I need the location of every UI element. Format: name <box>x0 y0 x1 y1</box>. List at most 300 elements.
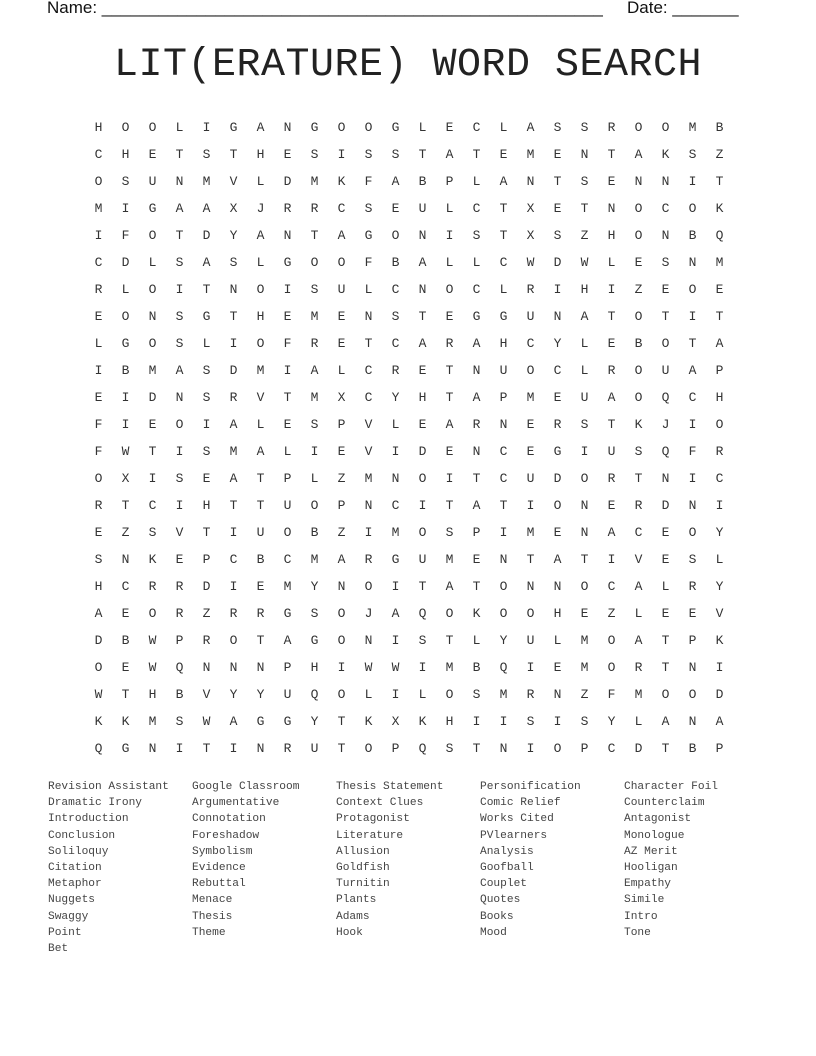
grid-cell: A <box>445 417 454 432</box>
grid-cell: O <box>337 120 346 135</box>
grid-cell: O <box>634 228 643 243</box>
grid-cell: F <box>283 336 292 351</box>
grid-cell: O <box>148 606 157 621</box>
grid-cell: S <box>580 120 589 135</box>
grid-cell: C <box>607 741 616 756</box>
grid-cell: E <box>391 201 400 216</box>
grid-cell: L <box>580 336 589 351</box>
grid-cell: N <box>364 498 373 513</box>
grid-cell: D <box>715 687 724 702</box>
grid-cell: G <box>121 741 130 756</box>
grid-cell: H <box>499 336 508 351</box>
grid-cell: V <box>202 687 211 702</box>
grid-cell: S <box>175 309 184 324</box>
grid-cell: N <box>364 633 373 648</box>
grid-cell: C <box>553 363 562 378</box>
grid-cell: N <box>526 174 535 189</box>
grid-cell: D <box>94 633 103 648</box>
grid-cell: U <box>580 390 589 405</box>
word-list-item: Monologue <box>624 829 685 842</box>
word-list-item: Allusion <box>336 845 390 858</box>
grid-cell: M <box>283 579 292 594</box>
grid-cell: F <box>121 228 130 243</box>
grid-cell: C <box>472 201 481 216</box>
grid-cell: X <box>337 390 346 405</box>
grid-cell: O <box>634 120 643 135</box>
grid-cell: Q <box>661 390 670 405</box>
grid-cell: O <box>661 336 670 351</box>
grid-cell: S <box>526 714 535 729</box>
grid-cell: M <box>580 633 589 648</box>
word-list-item: Rebuttal <box>192 878 246 891</box>
grid-cell: O <box>634 390 643 405</box>
grid-cell: M <box>634 687 643 702</box>
grid-cell: I <box>121 201 130 216</box>
grid-cell: Y <box>607 714 616 729</box>
grid-cell: G <box>283 255 292 270</box>
grid-cell: L <box>418 687 427 702</box>
word-list-item: Turnitin <box>336 878 390 891</box>
grid-cell: R <box>283 201 292 216</box>
grid-cell: Y <box>499 633 508 648</box>
grid-cell: I <box>445 228 454 243</box>
word-list-item: Nuggets <box>48 894 95 907</box>
grid-cell: P <box>175 633 184 648</box>
grid-cell: O <box>580 579 589 594</box>
grid-cell: T <box>202 525 211 540</box>
grid-cell: T <box>256 498 265 513</box>
grid-cell: N <box>472 444 481 459</box>
grid-cell: S <box>688 552 697 567</box>
grid-cell: V <box>364 444 373 459</box>
grid-cell: T <box>607 147 616 162</box>
grid-cell: O <box>661 687 670 702</box>
grid-cell: S <box>310 417 319 432</box>
grid-cell: C <box>526 336 535 351</box>
grid-cell: R <box>310 336 319 351</box>
grid-cell: L <box>472 633 481 648</box>
grid-cell: T <box>256 633 265 648</box>
grid-cell: I <box>175 741 184 756</box>
grid-cell: M <box>526 147 535 162</box>
grid-cell: S <box>202 363 211 378</box>
grid-cell: H <box>607 228 616 243</box>
word-list-item: Bet <box>48 942 69 955</box>
grid-cell: D <box>634 741 643 756</box>
grid-cell: T <box>688 336 697 351</box>
grid-cell: T <box>418 309 427 324</box>
grid-cell: E <box>526 417 535 432</box>
grid-cell: T <box>499 201 508 216</box>
grid-cell: N <box>553 309 562 324</box>
grid-cell: N <box>688 714 697 729</box>
grid-cell: I <box>283 282 292 297</box>
word-list-item: Adams <box>336 910 370 923</box>
grid-cell: E <box>553 525 562 540</box>
grid-cell: O <box>229 633 238 648</box>
grid-cell: I <box>202 120 211 135</box>
grid-cell: A <box>472 498 481 513</box>
grid-cell: A <box>391 174 400 189</box>
grid-cell: A <box>472 390 481 405</box>
grid-cell: Y <box>310 714 319 729</box>
grid-cell: O <box>364 579 373 594</box>
grid-cell: N <box>418 282 427 297</box>
grid-cell: L <box>256 174 265 189</box>
grid-cell: W <box>148 633 157 648</box>
grid-cell: J <box>256 201 265 216</box>
grid-cell: E <box>634 255 643 270</box>
grid-cell: O <box>310 255 319 270</box>
grid-cell: G <box>499 309 508 324</box>
grid-cell: F <box>364 174 373 189</box>
grid-cell: W <box>526 255 535 270</box>
grid-cell: Y <box>553 336 562 351</box>
grid-cell: U <box>526 309 535 324</box>
grid-cell: A <box>229 471 238 486</box>
grid-cell: C <box>94 147 103 162</box>
grid-cell: E <box>148 147 157 162</box>
grid-cell: N <box>337 579 346 594</box>
grid-cell: M <box>499 687 508 702</box>
grid-cell: M <box>202 174 211 189</box>
grid-cell: G <box>202 309 211 324</box>
grid-cell: S <box>391 147 400 162</box>
grid-cell: S <box>310 606 319 621</box>
grid-cell: P <box>715 363 724 378</box>
grid-cell: S <box>175 471 184 486</box>
grid-cell: I <box>688 174 697 189</box>
word-list-item: Theme <box>192 926 226 939</box>
grid-cell: A <box>310 363 319 378</box>
grid-cell: L <box>148 255 157 270</box>
grid-cell: A <box>94 606 103 621</box>
grid-cell: S <box>364 147 373 162</box>
grid-cell: M <box>580 660 589 675</box>
grid-cell: M <box>310 309 319 324</box>
grid-cell: U <box>310 741 319 756</box>
grid-cell: H <box>445 714 454 729</box>
grid-cell: V <box>364 417 373 432</box>
grid-cell: E <box>715 282 724 297</box>
grid-cell: M <box>688 120 697 135</box>
grid-cell: U <box>418 201 427 216</box>
grid-cell: U <box>526 633 535 648</box>
grid-cell: E <box>526 444 535 459</box>
grid-cell: A <box>256 120 265 135</box>
grid-cell: T <box>175 228 184 243</box>
grid-cell: R <box>94 498 103 513</box>
grid-cell: W <box>580 255 589 270</box>
grid-cell: R <box>283 741 292 756</box>
grid-cell: U <box>607 444 616 459</box>
grid-cell: G <box>283 714 292 729</box>
grid-cell: L <box>580 363 589 378</box>
word-list-item: Intro <box>624 910 658 923</box>
grid-cell: O <box>337 606 346 621</box>
grid-cell: R <box>715 444 724 459</box>
grid-cell: E <box>580 606 589 621</box>
grid-cell: A <box>445 579 454 594</box>
grid-cell: O <box>94 174 103 189</box>
grid-cell: L <box>337 363 346 378</box>
grid-cell: O <box>634 309 643 324</box>
grid-cell: Y <box>310 579 319 594</box>
grid-cell: S <box>472 687 481 702</box>
grid-cell: I <box>580 444 589 459</box>
grid-cell: I <box>148 471 157 486</box>
grid-cell: O <box>364 120 373 135</box>
grid-cell: R <box>634 660 643 675</box>
grid-cell: B <box>472 660 481 675</box>
grid-cell: E <box>256 579 265 594</box>
grid-cell: K <box>634 417 643 432</box>
grid-cell: T <box>445 633 454 648</box>
grid-cell: R <box>526 687 535 702</box>
grid-cell: S <box>445 525 454 540</box>
grid-cell: U <box>256 525 265 540</box>
grid-cell: S <box>148 525 157 540</box>
grid-cell: C <box>472 282 481 297</box>
grid-cell: Y <box>229 687 238 702</box>
grid-cell: N <box>499 552 508 567</box>
grid-cell: U <box>337 282 346 297</box>
grid-cell: S <box>580 174 589 189</box>
grid-cell: I <box>229 525 238 540</box>
grid-cell: L <box>445 255 454 270</box>
grid-cell: C <box>499 255 508 270</box>
grid-cell: C <box>121 579 130 594</box>
grid-cell: R <box>553 417 562 432</box>
grid-cell: I <box>364 525 373 540</box>
grid-cell: T <box>202 741 211 756</box>
grid-cell: A <box>283 633 292 648</box>
grid-cell: O <box>634 363 643 378</box>
grid-cell: N <box>634 174 643 189</box>
word-list-item: Comic Relief <box>480 797 561 810</box>
grid-cell: T <box>661 660 670 675</box>
grid-cell: A <box>661 714 670 729</box>
word-list-item: Thesis <box>192 910 233 923</box>
grid-cell: D <box>553 471 562 486</box>
grid-cell: S <box>634 444 643 459</box>
grid-cell: A <box>418 336 427 351</box>
word-list-item: Tone <box>624 926 651 939</box>
grid-cell: B <box>256 552 265 567</box>
grid-cell: L <box>499 282 508 297</box>
date-field[interactable]: Date: _______ <box>627 0 739 17</box>
grid-cell: Z <box>607 606 616 621</box>
grid-cell: O <box>148 336 157 351</box>
grid-cell: Y <box>715 525 724 540</box>
grid-cell: R <box>148 579 157 594</box>
grid-cell: M <box>310 390 319 405</box>
word-list-item: Swaggy <box>48 910 89 923</box>
word-list-item: AZ Merit <box>624 845 678 858</box>
grid-cell: N <box>229 660 238 675</box>
grid-cell: E <box>445 444 454 459</box>
grid-cell: C <box>148 498 157 513</box>
grid-cell: O <box>445 687 454 702</box>
grid-cell: R <box>364 552 373 567</box>
grid-cell: T <box>229 498 238 513</box>
grid-cell: S <box>202 147 211 162</box>
grid-cell: L <box>310 471 319 486</box>
grid-cell: E <box>661 552 670 567</box>
grid-cell: S <box>364 201 373 216</box>
grid-cell: Y <box>256 687 265 702</box>
word-list-item: Argumentative <box>192 797 280 810</box>
grid-cell: W <box>391 660 400 675</box>
grid-cell: O <box>688 525 697 540</box>
grid-cell: I <box>526 660 535 675</box>
grid-cell: I <box>391 579 400 594</box>
grid-cell: M <box>148 363 157 378</box>
grid-cell: E <box>337 336 346 351</box>
grid-cell: Q <box>94 741 103 756</box>
grid-cell: P <box>445 174 454 189</box>
grid-cell: L <box>634 606 643 621</box>
grid-cell: G <box>472 309 481 324</box>
grid-cell: A <box>175 363 184 378</box>
grid-cell: T <box>472 147 481 162</box>
grid-cell: N <box>256 660 265 675</box>
grid-cell: I <box>175 282 184 297</box>
grid-cell: O <box>175 417 184 432</box>
grid-cell: T <box>229 309 238 324</box>
grid-cell: H <box>553 606 562 621</box>
grid-cell: E <box>175 552 184 567</box>
grid-cell: I <box>472 714 481 729</box>
grid-cell: A <box>634 633 643 648</box>
grid-cell: E <box>283 147 292 162</box>
word-list-item: Empathy <box>624 878 671 891</box>
grid-cell: P <box>337 498 346 513</box>
grid-cell: T <box>337 714 346 729</box>
grid-cell: C <box>391 498 400 513</box>
grid-cell: E <box>661 606 670 621</box>
word-list-item: Simile <box>624 894 665 907</box>
grid-cell: S <box>661 255 670 270</box>
grid-cell: Y <box>229 228 238 243</box>
grid-cell: I <box>229 741 238 756</box>
word-list-item: Protagonist <box>336 813 410 826</box>
grid-cell: N <box>688 255 697 270</box>
word-list-item: Soliloquy <box>48 845 109 858</box>
grid-cell: C <box>472 120 481 135</box>
grid-cell: L <box>472 255 481 270</box>
grid-cell: T <box>121 498 130 513</box>
grid-cell: O <box>607 633 616 648</box>
grid-cell: T <box>229 147 238 162</box>
grid-cell: E <box>445 120 454 135</box>
grid-cell: O <box>337 633 346 648</box>
grid-cell: O <box>148 228 157 243</box>
grid-cell: T <box>472 741 481 756</box>
grid-cell: C <box>499 444 508 459</box>
grid-cell: I <box>94 228 103 243</box>
grid-cell: E <box>94 390 103 405</box>
grid-cell: A <box>526 120 535 135</box>
grid-cell: O <box>688 282 697 297</box>
grid-cell: I <box>418 498 427 513</box>
grid-cell: N <box>175 390 184 405</box>
grid-cell: X <box>391 714 400 729</box>
grid-cell: E <box>283 309 292 324</box>
grid-cell: U <box>283 687 292 702</box>
grid-cell: J <box>364 606 373 621</box>
grid-cell: T <box>580 552 589 567</box>
grid-cell: F <box>607 687 616 702</box>
grid-cell: N <box>688 498 697 513</box>
grid-cell: N <box>148 309 157 324</box>
grid-cell: Q <box>661 444 670 459</box>
grid-cell: H <box>94 579 103 594</box>
grid-cell: R <box>688 579 697 594</box>
grid-cell: L <box>418 120 427 135</box>
grid-cell: S <box>580 417 589 432</box>
grid-cell: C <box>607 579 616 594</box>
grid-cell: P <box>391 741 400 756</box>
grid-cell: N <box>661 471 670 486</box>
word-list-item: Mood <box>480 926 507 939</box>
grid-cell: R <box>526 282 535 297</box>
grid-cell: T <box>148 444 157 459</box>
grid-cell: R <box>175 606 184 621</box>
word-list-item: Citation <box>48 861 102 874</box>
name-field[interactable]: Name: _____________________________________________________ <box>47 0 603 17</box>
grid-cell: D <box>148 390 157 405</box>
grid-cell: M <box>148 714 157 729</box>
grid-cell: G <box>121 336 130 351</box>
grid-cell: T <box>445 498 454 513</box>
grid-cell: T <box>607 309 616 324</box>
word-list-item: Goldfish <box>336 861 390 874</box>
grid-cell: L <box>472 174 481 189</box>
grid-cell: R <box>472 417 481 432</box>
grid-cell: O <box>634 201 643 216</box>
word-list-item: Hook <box>336 926 363 939</box>
grid-cell: I <box>121 417 130 432</box>
grid-cell: F <box>94 444 103 459</box>
grid-cell: X <box>229 201 238 216</box>
grid-cell: O <box>688 687 697 702</box>
grid-cell: Z <box>715 147 724 162</box>
grid-cell: E <box>553 390 562 405</box>
grid-cell: O <box>364 741 373 756</box>
grid-cell: O <box>337 255 346 270</box>
grid-cell: T <box>499 498 508 513</box>
grid-cell: T <box>526 552 535 567</box>
grid-cell: E <box>94 525 103 540</box>
grid-cell: M <box>364 471 373 486</box>
grid-cell: V <box>715 606 724 621</box>
grid-cell: N <box>580 525 589 540</box>
grid-cell: N <box>256 741 265 756</box>
grid-cell: O <box>94 471 103 486</box>
grid-cell: I <box>607 552 616 567</box>
grid-cell: P <box>688 633 697 648</box>
word-list-item: PVlearners <box>480 829 548 842</box>
grid-cell: L <box>607 255 616 270</box>
grid-cell: B <box>121 633 130 648</box>
grid-cell: R <box>256 606 265 621</box>
grid-cell: A <box>418 255 427 270</box>
word-list-item: Quotes <box>480 894 521 907</box>
grid-cell: E <box>337 444 346 459</box>
grid-cell: Y <box>391 390 400 405</box>
grid-cell: A <box>607 525 616 540</box>
